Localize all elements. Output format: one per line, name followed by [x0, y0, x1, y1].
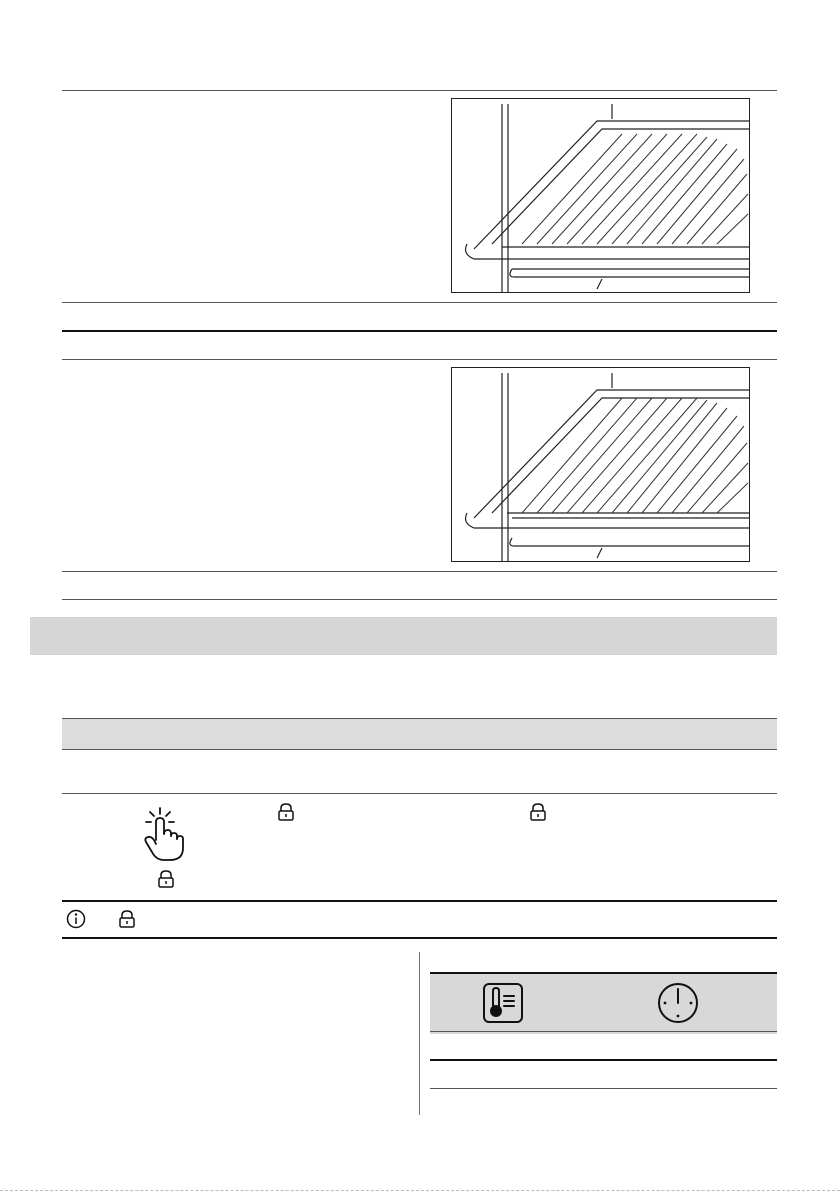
- oven-tray-drawing-bottom: [452, 368, 749, 561]
- table-row-divider-1: [62, 793, 777, 794]
- lock-icon: [157, 870, 175, 893]
- table-header-row: [62, 718, 777, 750]
- icon-table-rule-3: [430, 1088, 777, 1089]
- food-sensor-icon: [482, 982, 524, 1029]
- lock-icon: [529, 803, 547, 826]
- finger-touch-icon: [138, 806, 188, 862]
- lock-icon: [277, 803, 295, 826]
- lock-icon: [118, 910, 136, 933]
- icon-table-rule-1: [430, 1031, 777, 1032]
- section-rule-4: [62, 571, 777, 572]
- section-heading-band: [30, 617, 777, 655]
- info-icon: [66, 909, 86, 934]
- section-rule-3: [62, 359, 777, 360]
- oven-tray-illustration-bottom: [451, 367, 750, 562]
- section-rule-2: [62, 330, 777, 332]
- column-divider: [419, 952, 420, 1115]
- icon-table-header: [430, 972, 777, 1034]
- info-rule-bottom: [62, 937, 777, 939]
- icon-table-rule-2: [430, 1059, 777, 1061]
- oven-tray-drawing-top: [452, 99, 749, 292]
- oven-tray-illustration-top: [451, 98, 750, 293]
- section-rule-1: [62, 302, 777, 303]
- clock-icon: [656, 981, 700, 1030]
- page-bottom-border: [0, 1190, 840, 1191]
- top-rule: [62, 90, 777, 91]
- info-rule-top: [62, 900, 777, 902]
- section-rule-5: [62, 599, 777, 600]
